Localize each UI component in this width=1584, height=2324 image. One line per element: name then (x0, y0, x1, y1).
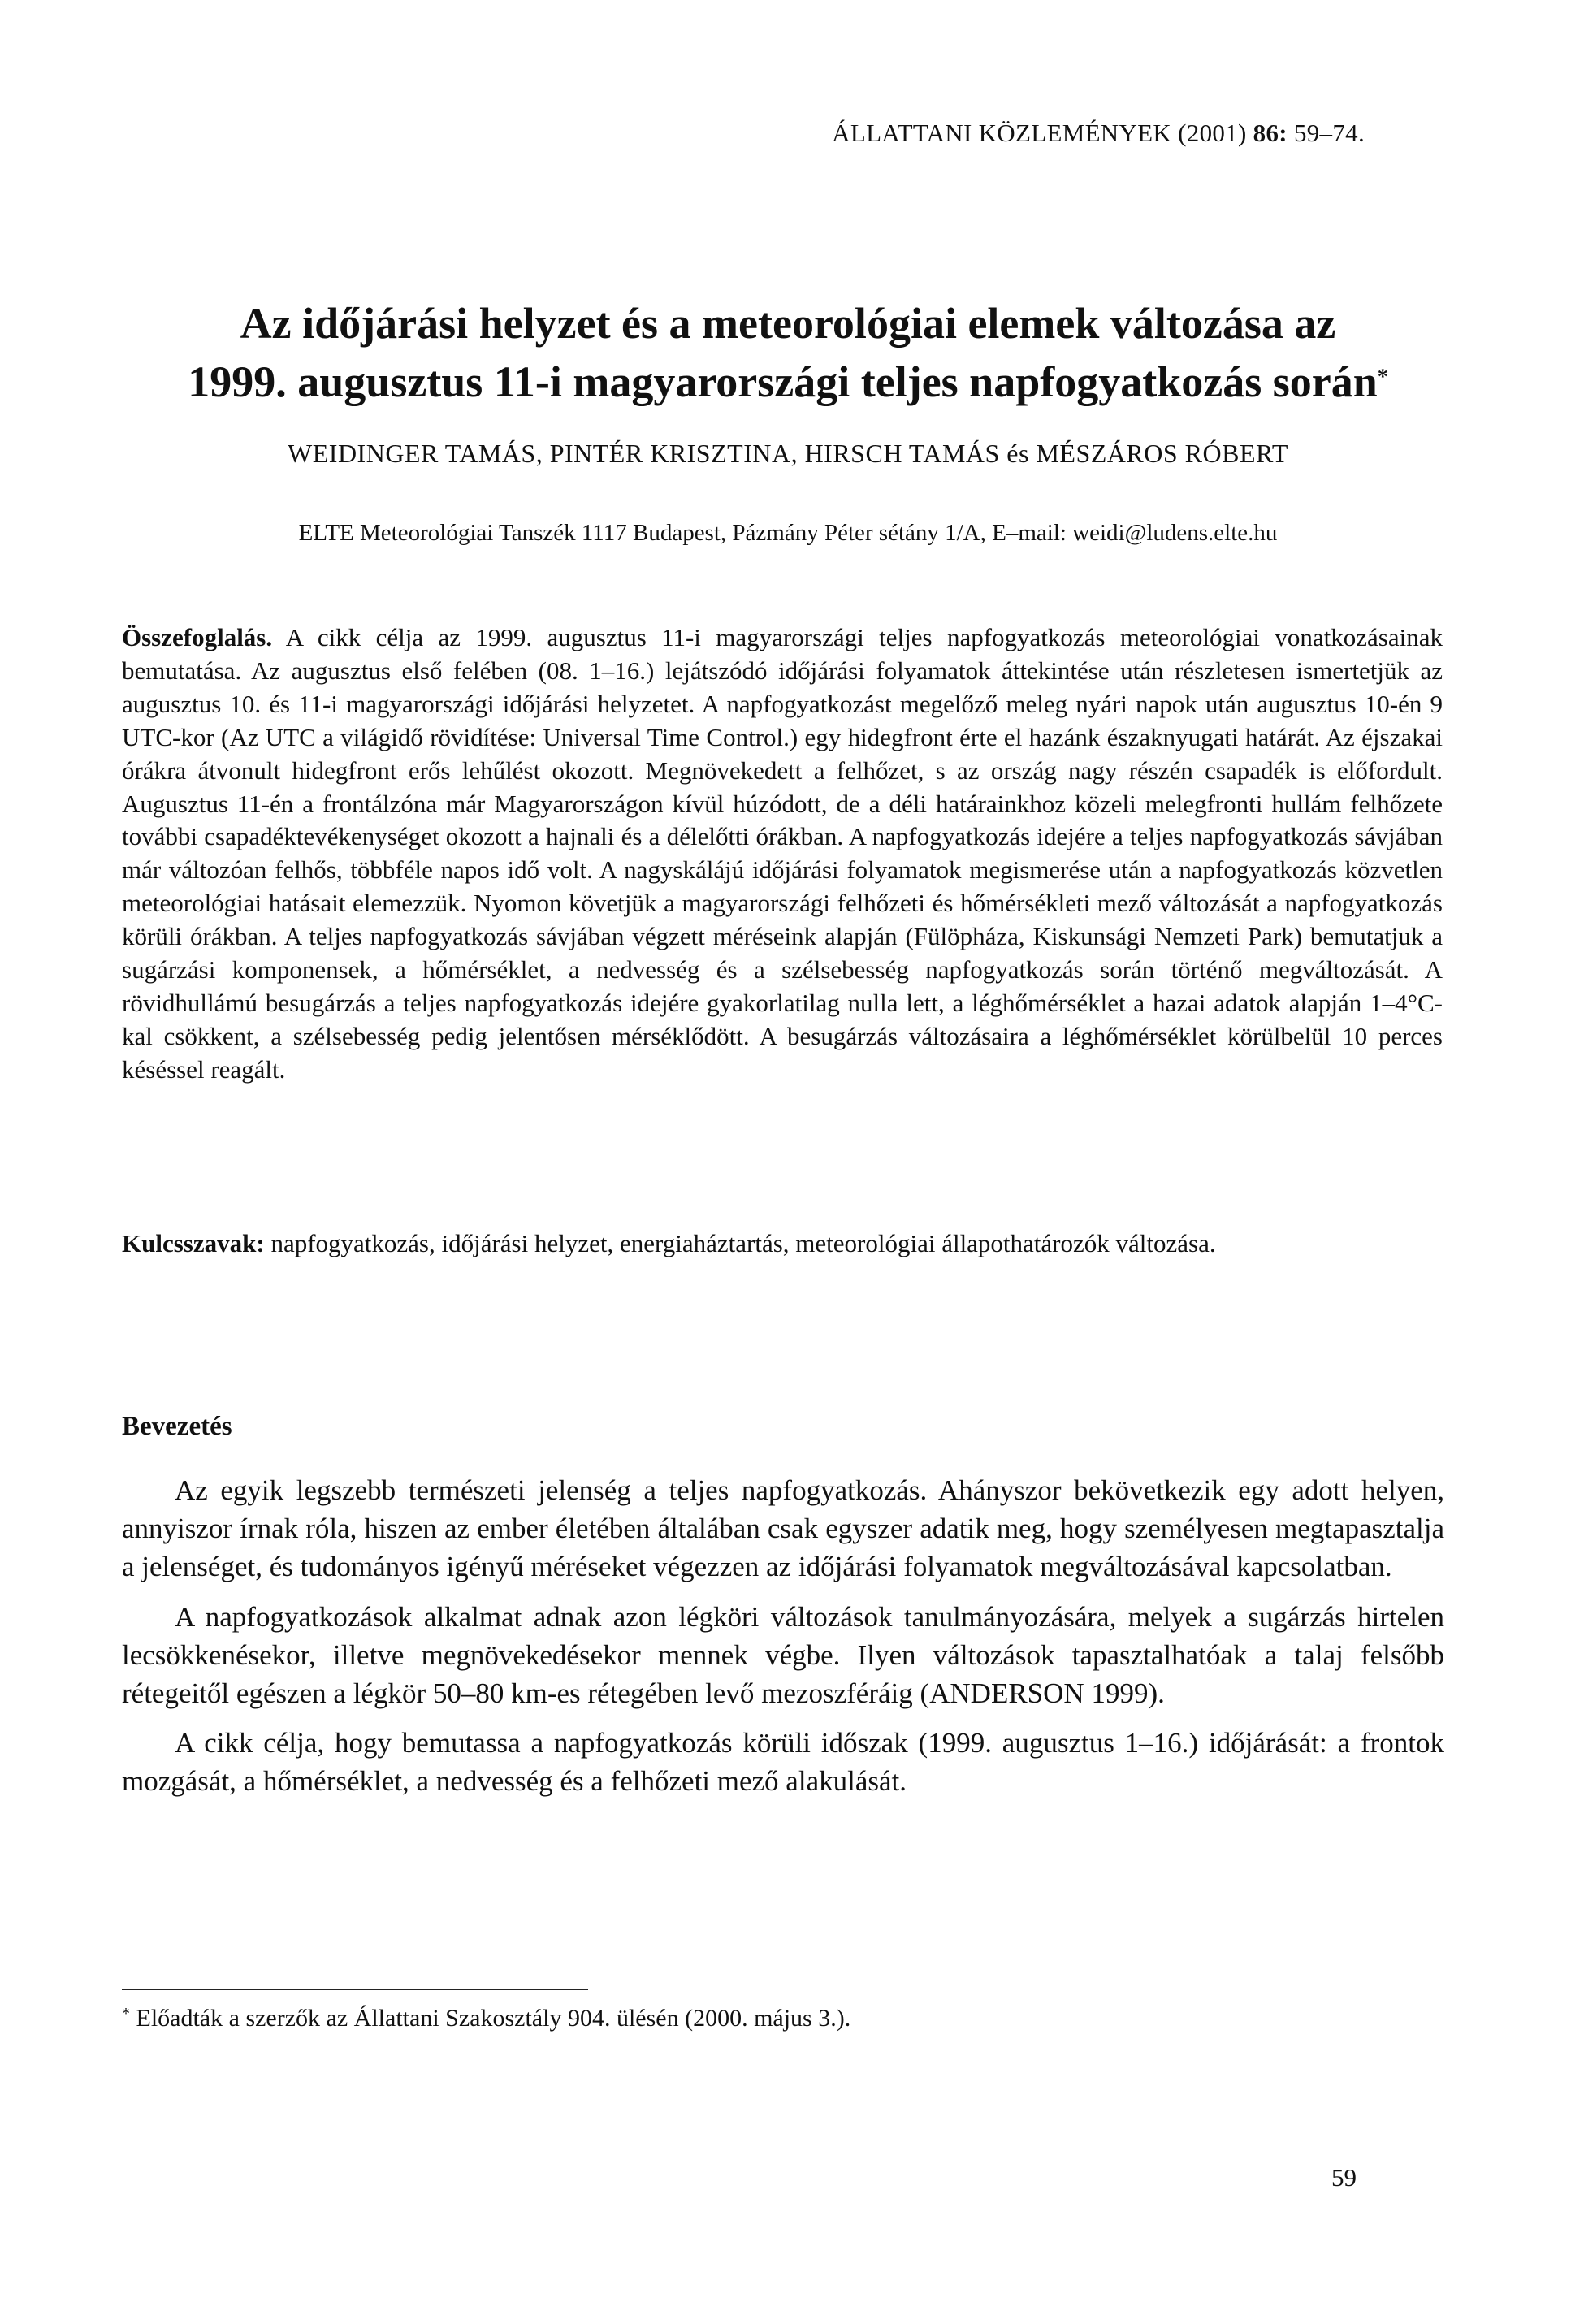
running-head (832, 119, 1365, 148)
body-paragraph: Az egyik legszebb természeti jelenség a teljes napfogyatkozás. Ahányszor bekövetkezik egy adott helyen, annyiszor írnak róla, hiszen az ember életében általában csak egyszer adatik meg, hogy személyesen megtapasztalja a jelenséget, és tudományos igényű méréseket végezzen az időjárási folyamatok megváltozásával kapcsolatban. (122, 1474, 1444, 1583)
author-list: WEIDINGER TAMÁS, PINTÉR KRISZTINA, HIRSCH TAMÁS és MÉSZÁROS RÓBERT (288, 439, 1288, 468)
footnote (122, 2005, 850, 2032)
body-paragraph: A napfogyatkozások alkalmat adnak azon légköri változások tanulmányozására, melyek a sugárzás hirtelen lecsökkenésekor, illetve megnövekedésekor mennek végbe. Ilyen változások tapasztalhatóak a talaj felsőbb rétegeitől egészen a légkör 50–80 km-es rétegében levő mezoszféráig (ANDERSON 1999). (122, 1600, 1444, 1710)
keywords-label: Kulcsszavak: (122, 1229, 265, 1257)
section-heading: Bevezetés (122, 1412, 232, 1441)
section-body (122, 1471, 1444, 1812)
article-title-line-2: 1999. augusztus 11-i magyarországi teljes napfogyatkozás során (188, 357, 1378, 406)
keywords (122, 1227, 1443, 1260)
journal-name: ÁLLATTANI KÖZLEMÉNYEK (2001) (832, 119, 1253, 147)
journal-volume: 86: (1253, 119, 1288, 147)
article-title-line-1: Az időjárási helyzet és a meteorológiai elemek változása az (240, 299, 1336, 348)
body-paragraph: A cikk célja, hogy bemutassa a napfogyatkozás körüli időszak (1999. augusztus 1–16.) időjárását: a frontok mozgását, a hőmérséklet, a nedvesség és a felhőzeti mező alakulását. (122, 1727, 1444, 1798)
page-number: 59 (1331, 2163, 1357, 2192)
abstract-text: A cikk célja az 1999. augusztus 11-i magyarországi teljes napfogyatkozás meteorológiai vonatkozásainak bemutatása. Az augusztus első felében (08. 1–16.) lejátszódó időjárási folyamatok áttekintése után részletesen ismertetjük az augusztus 10. és 11-i magyarországi időjárási helyzetet. A napfogyatkozást megelőző meleg nyári napok után augusztus 10-én 9 UTC-kor (Az UTC a világidő rövidítése: Universal Time Control.) egy hidegfront érte el hazánk északnyugati határát. Az éjszakai órákra átvonult hidegfront erős lehűlést okozott. Megnövekedett a felhőzet, s az ország nagy részén csapadék is előfordult. Augusztus 11-én a frontálzóna már Magyarországon kívül húzódott, de a déli határainkhoz közeli melegfronti hullám felhőzete további csapadéktevékenységet okozott a hajnali és a délelőtti órákban. A napfogyatkozás idejére a teljes napfogyatkozás sávjában már változóan felhős, többféle napos idő volt. A nagyskálájú időjárási folyamatok megismerése után a napfogyatkozás közvetlen meteorológiai hatásait elemezzük. Nyomon követjük a magyarországi felhőzeti és hőmérsékleti mező változását a napfogyatkozás körüli órákban. A teljes napfogyatkozás sávjában végzett méréseink alapján (Fülöpháza, Kiskunsági Nemzeti Park) bemutatjuk a sugárzási komponensek, a hőmérséklet, a nedvesség és a szélsebesség napfogyatkozás során történő megváltozását. A rövidhullámú besugárzás a teljes napfogyatkozás idejére gyakorlatilag nulla lett, a léghőmérséklet a hazai adatok alapján 1–4°C-kal csökkent, a szélsebesség pedig jelentősen mérséklődött. A besugárzás változásaira a léghőmérséklet körülbelül 10 perces késéssel reagált. (122, 623, 1443, 1084)
footnote-mark: * (122, 2005, 130, 2023)
footnote-text: Előadták a szerzők az Állattani Szakosztály 904. ülésén (2000. május 3.). (130, 2005, 851, 2032)
footnote-divider (122, 1989, 588, 1990)
affiliation: ELTE Meteorológiai Tanszék 1117 Budapest, Pázmány Péter sétány 1/A, E–mail: weidi@ludens.elte.hu (298, 520, 1278, 546)
keywords-text: napfogyatkozás, időjárási helyzet, energiaháztartás, meteorológiai állapothatározók változása. (264, 1229, 1216, 1257)
abstract-label: Összefoglalás. (122, 623, 273, 651)
abstract (122, 621, 1443, 1087)
title-footnote-mark: * (1377, 365, 1388, 388)
journal-pages: 59–74. (1287, 119, 1365, 147)
article-title (122, 294, 1454, 411)
